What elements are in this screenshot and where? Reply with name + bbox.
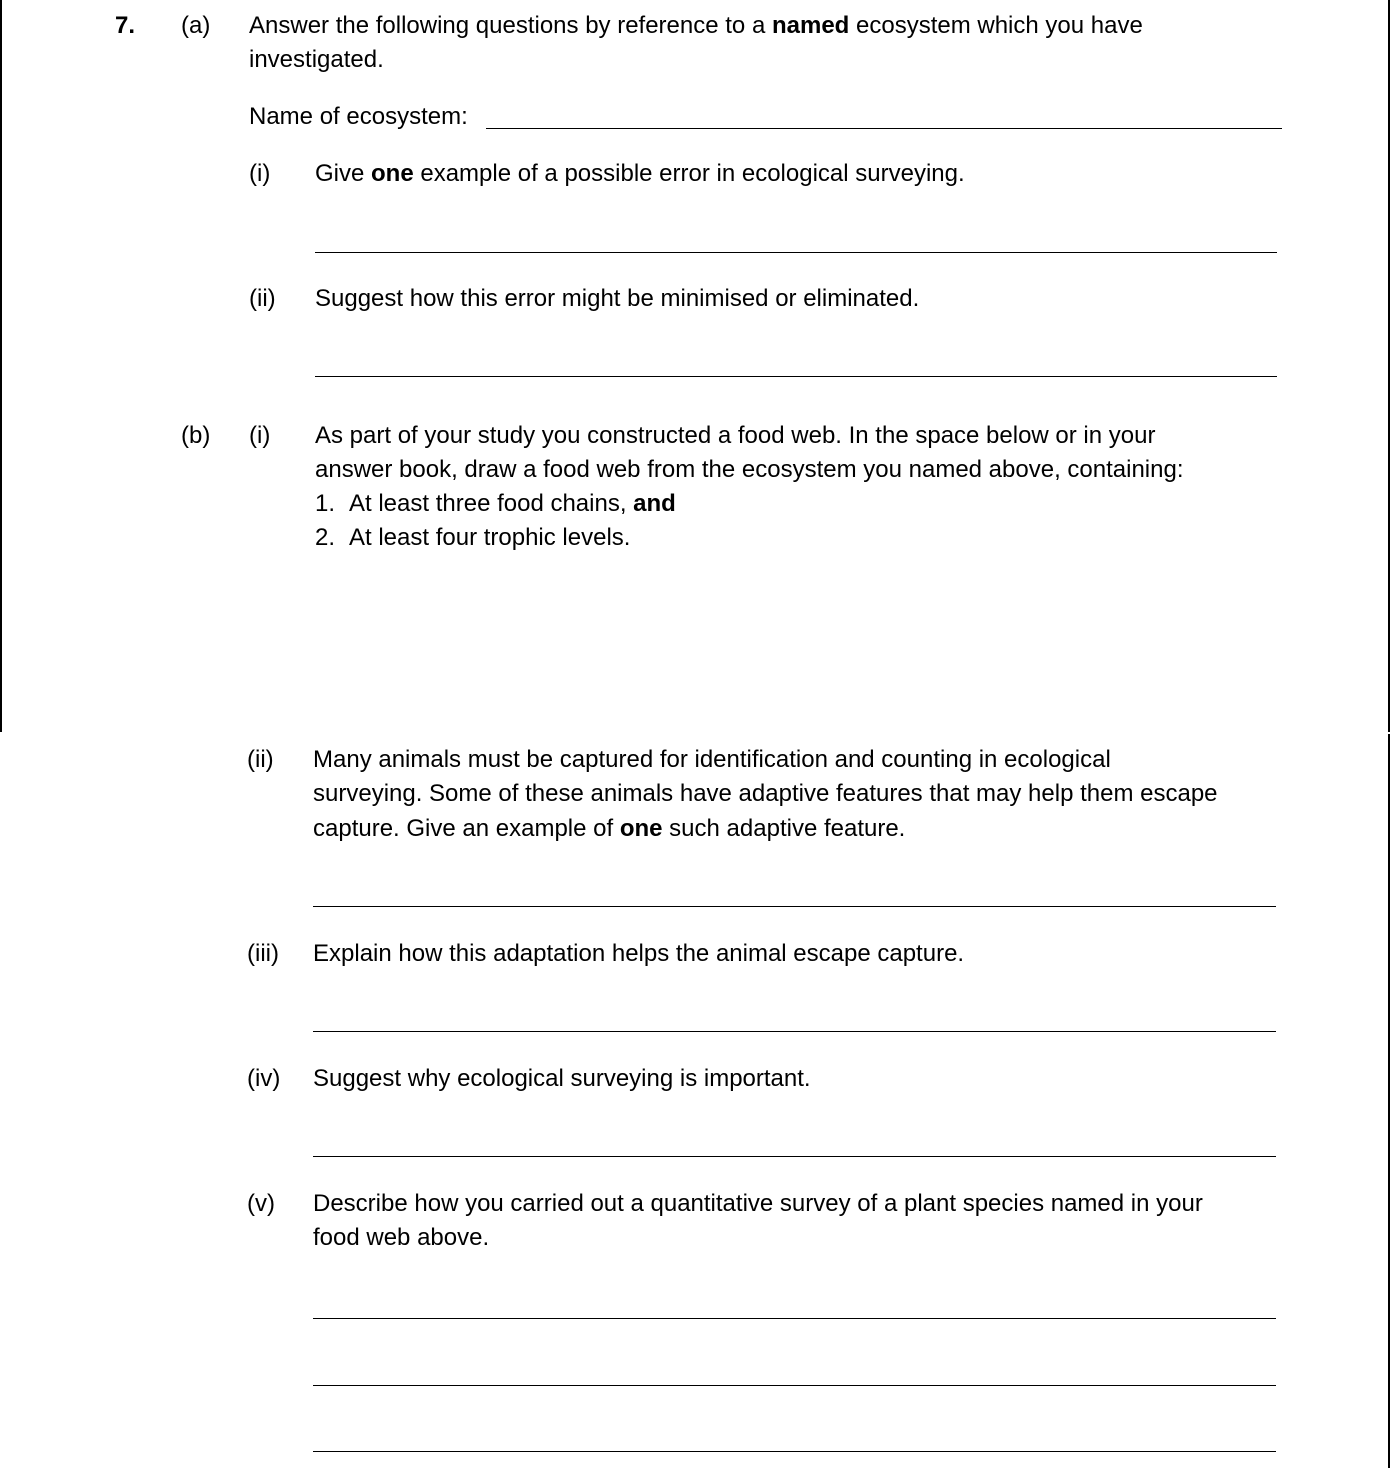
part-b-v-line2: food web above. xyxy=(313,1224,490,1251)
part-b-v-label: (v) xyxy=(247,1190,275,1217)
part-b-i-line2: answer book, draw a food web from the ecosystem you named above, containing: xyxy=(315,456,1184,483)
part-a-intro-line1: Answer the following questions by reference to a named ecosystem which you have xyxy=(249,12,1143,39)
part-b-v-line1: Describe how you carried out a quantitative survey of a plant species named in your xyxy=(313,1190,1203,1217)
part-b-iii-label: (iii) xyxy=(247,940,279,967)
ecosystem-name-label: Name of ecosystem: xyxy=(249,103,468,130)
part-a-intro-line2: investigated. xyxy=(249,46,384,73)
part-b-iv-label: (iv) xyxy=(247,1065,281,1092)
part-b-v-answer-line-3[interactable] xyxy=(313,1451,1276,1452)
part-b-iii-text: Explain how this adaptation helps the animal escape capture. xyxy=(313,940,965,967)
part-a-i-label: (i) xyxy=(249,160,271,187)
part-b-iv-answer-line[interactable] xyxy=(313,1156,1276,1157)
left-border-line xyxy=(0,0,2,732)
part-b-v-answer-line-1[interactable] xyxy=(313,1318,1276,1319)
part-b-i-item1-text: At least three food chains, and xyxy=(349,490,676,517)
part-b-i-item1-number: 1. xyxy=(315,490,336,517)
part-b-iii-answer-line[interactable] xyxy=(313,1031,1276,1032)
part-b-iv-text: Suggest why ecological surveying is important. xyxy=(313,1065,811,1092)
part-b-i-label: (i) xyxy=(249,422,271,449)
ecosystem-name-answer-line[interactable] xyxy=(486,128,1282,129)
part-b-ii-answer-line[interactable] xyxy=(313,906,1276,907)
part-b-i-line1: As part of your study you constructed a food web. In the space below or in your xyxy=(315,422,1156,449)
part-b-i-item2-text: At least four trophic levels. xyxy=(349,524,631,551)
right-border-line-lower xyxy=(1388,734,1390,1468)
part-a-i-text: Give one example of a possible error in ecological surveying. xyxy=(315,160,965,187)
part-b-ii-line1: Many animals must be captured for identification and counting in ecological xyxy=(313,746,1111,773)
part-a-ii-text: Suggest how this error might be minimised or eliminated. xyxy=(315,285,920,312)
part-a-label: (a) xyxy=(181,12,211,39)
part-a-ii-answer-line[interactable] xyxy=(315,376,1277,377)
right-border-line xyxy=(1388,0,1390,732)
question-number: 7. xyxy=(115,12,136,39)
part-a-ii-label: (ii) xyxy=(249,285,276,312)
part-b-v-answer-line-2[interactable] xyxy=(313,1385,1276,1386)
part-b-ii-line3: capture. Give an example of one such adaptive feature. xyxy=(313,815,906,842)
part-b-ii-label: (ii) xyxy=(247,746,274,773)
part-b-ii-line2: surveying. Some of these animals have adaptive features that may help them escape xyxy=(313,780,1218,807)
part-b-label: (b) xyxy=(181,422,211,449)
part-b-i-item2-number: 2. xyxy=(315,524,336,551)
part-a-i-answer-line[interactable] xyxy=(315,252,1277,253)
